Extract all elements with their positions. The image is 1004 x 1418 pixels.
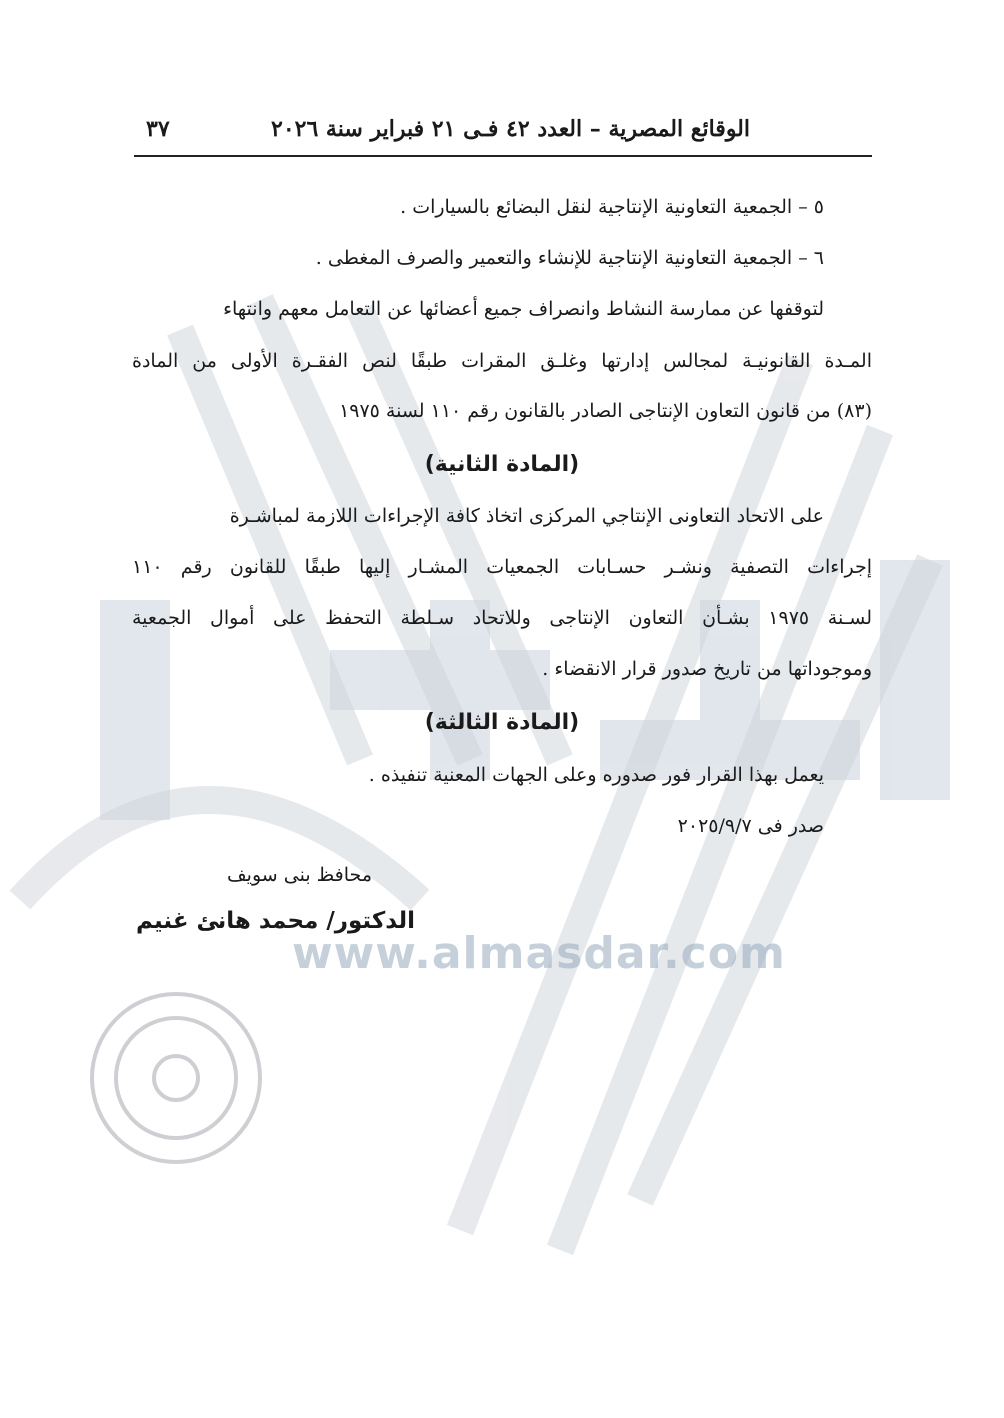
paragraph-3: يعمل بهذا القرار فور صدوره وعلى الجهات المعنية تنفيذه . — [368, 764, 824, 786]
page-header — [134, 114, 872, 150]
page-number: ٣٧ — [146, 116, 170, 142]
article-3-heading: (المادة الثالثة) — [424, 710, 580, 735]
header-rule — [134, 155, 872, 157]
paragraph-1-line-3: (٨٣) من قانون التعاون الإنتاجى الصادر بالقانون رقم ١١٠ لسنة ١٩٧٥ — [339, 400, 872, 422]
gazette-title: الوقائع المصرية – العدد ٤٢ فـى ٢١ فبراير سنة ٢٠٢٦ — [271, 116, 750, 142]
list-item-6: ٦ – الجمعية التعاونية الإنتاجية للإنشاء والتعمير والصرف المغطى . — [315, 247, 824, 269]
signatory-title: محافظ بنى سويف — [227, 864, 372, 886]
signatory-name: الدكتور/ محمد هانئ غنيم — [136, 908, 415, 934]
watermark-site: www.almasdar.com — [292, 928, 786, 979]
paragraph-2-line-4: وموجوداتها من تاريخ صدور قرار الانقضاء . — [542, 658, 872, 680]
paragraph-1-line-1: لتوقفها عن ممارسة النشاط وانصراف جميع أعضائها عن التعامل معهم وانتهاء — [223, 298, 824, 320]
paragraph-2-line-3: لسـنة ١٩٧٥ بشـأن التعاون الإنتاجى وللاتحاد سـلطة التحفظ على أموال الجمعية — [132, 607, 872, 629]
list-item-5: ٥ – الجمعية التعاونية الإنتاجية لنقل البضائع بالسيارات . — [400, 196, 824, 218]
paragraph-2-line-1: على الاتحاد التعاونى الإنتاجي المركزى اتخاذ كافة الإجراءات اللازمة لمباشـرة — [229, 505, 824, 527]
paragraph-2-line-2: إجراءات التصفية ونشـر حسـابات الجمعيات المشـار إليها طبقًا للقانون رقم ١١٠ — [132, 556, 872, 578]
paragraph-1-line-2: المـدة القانونيـة لمجالس إدارتها وغلـق المقرات طبقًا لنص الفقـرة الأولى من المادة — [132, 350, 872, 372]
article-2-heading: (المادة الثانية) — [424, 452, 580, 477]
issue-date: صدر فى ٢٠٢٥/٩/٧ — [677, 815, 824, 837]
